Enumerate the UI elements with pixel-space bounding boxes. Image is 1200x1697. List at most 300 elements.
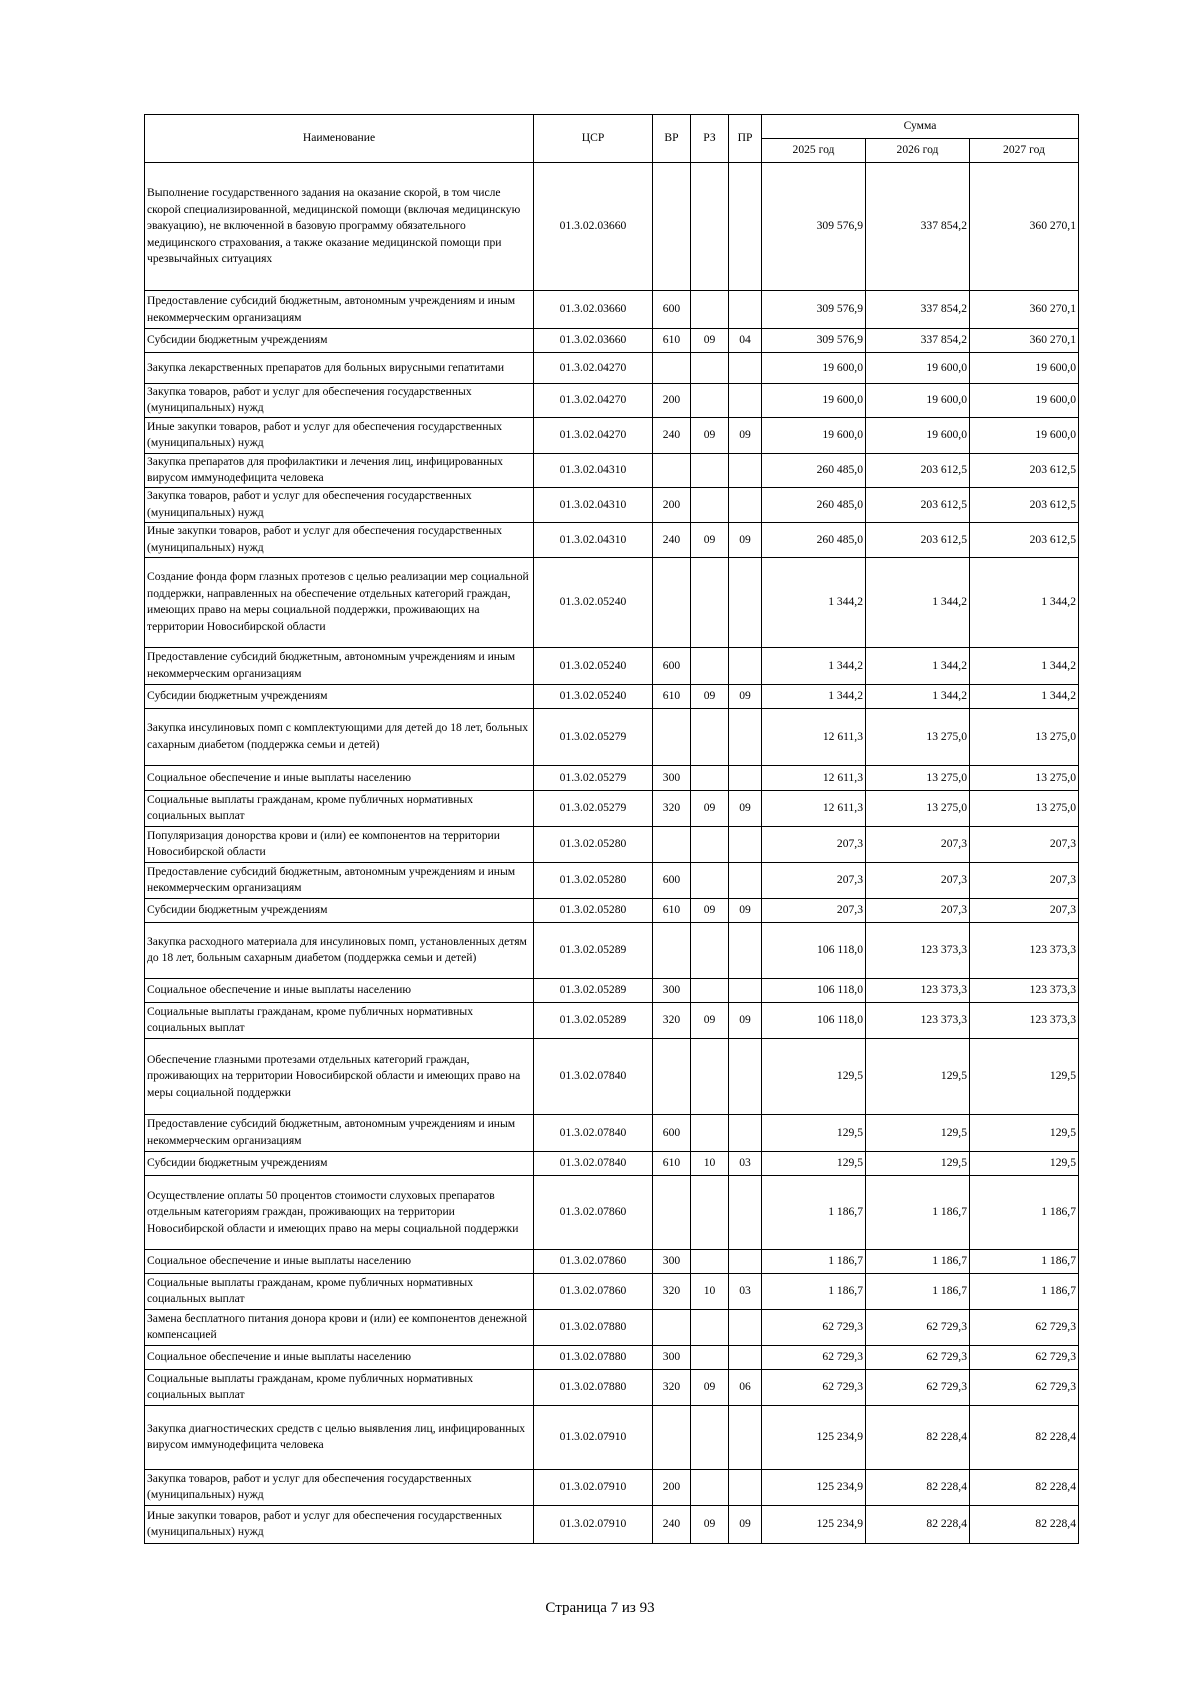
cell-sum-2027: 203 612,5 [970,453,1079,487]
cell-pr: 09 [729,417,762,453]
cell-sum-2026: 19 600,0 [866,417,970,453]
table-row [145,522,1079,557]
cell-sum-2026: 1 344,2 [866,684,970,708]
cell-sum-2027: 82 228,4 [970,1405,1079,1469]
cell-sum-2027: 207,3 [970,862,1079,898]
cell-rz: 09 [691,790,729,826]
cell-sum-2026: 13 275,0 [866,708,970,765]
page-number: Страница 7 из 93 [545,1600,655,1616]
cell-csr: 01.3.02.05240 [534,684,653,708]
table-row [145,1309,1079,1345]
cell-sum-2026: 129,5 [866,1151,970,1175]
cell-sum-2027: 129,5 [970,1114,1079,1151]
table-row [145,1505,1079,1543]
table-row [145,417,1079,453]
cell-rz [691,291,729,329]
cell-sum-2025: 309 576,9 [762,329,866,353]
cell-csr: 01.3.02.04270 [534,417,653,453]
cell-csr: 01.3.02.05289 [534,922,653,978]
cell-sum-2026: 62 729,3 [866,1309,970,1345]
table-row [145,1114,1079,1151]
cell-csr: 01.3.02.07910 [534,1469,653,1505]
cell-rz [691,1114,729,1151]
cell-sum-2027: 13 275,0 [970,708,1079,765]
cell-name: Иные закупки товаров, работ и услуг для обеспечения государственных (муниципальных) нужд [145,417,534,453]
cell-sum-2026: 129,5 [866,1114,970,1151]
cell-csr: 01.3.02.07860 [534,1249,653,1273]
table-row [145,790,1079,826]
cell-csr: 01.3.02.05280 [534,826,653,862]
cell-name: Предоставление субсидий бюджетным, автономным учреждениям и иным некоммерческим организациям [145,862,534,898]
cell-sum-2025: 19 600,0 [762,353,866,384]
table-body [145,163,1079,1544]
header-year-2027: 2027 год [970,139,1079,163]
header-vr: ВР [653,115,691,163]
cell-sum-2027: 19 600,0 [970,384,1079,418]
cell-sum-2027: 82 228,4 [970,1469,1079,1505]
cell-name: Социальное обеспечение и иные выплаты населению [145,978,534,1002]
header-year-2025: 2025 год [762,139,866,163]
cell-sum-2025: 62 729,3 [762,1309,866,1345]
cell-csr: 01.3.02.03660 [534,163,653,291]
cell-csr: 01.3.02.05240 [534,557,653,647]
header-name: Наименование [145,115,534,163]
cell-csr: 01.3.02.04310 [534,522,653,557]
cell-csr: 01.3.02.07880 [534,1309,653,1345]
cell-vr [653,557,691,647]
cell-pr [729,384,762,418]
cell-rz [691,826,729,862]
cell-sum-2026: 82 228,4 [866,1469,970,1505]
cell-vr: 200 [653,384,691,418]
cell-sum-2025: 106 118,0 [762,978,866,1002]
cell-sum-2025: 129,5 [762,1114,866,1151]
cell-sum-2025: 260 485,0 [762,453,866,487]
header-row-top [145,115,1079,139]
cell-vr: 610 [653,684,691,708]
cell-csr: 01.3.02.07840 [534,1114,653,1151]
table-row [145,708,1079,765]
cell-sum-2026: 1 344,2 [866,647,970,684]
cell-vr: 610 [653,329,691,353]
cell-sum-2025: 62 729,3 [762,1369,866,1405]
cell-sum-2025: 1 186,7 [762,1175,866,1249]
cell-vr [653,453,691,487]
cell-pr: 04 [729,329,762,353]
cell-pr [729,487,762,522]
cell-name: Субсидии бюджетным учреждениям [145,898,534,922]
cell-vr: 600 [653,291,691,329]
cell-sum-2027: 1 344,2 [970,647,1079,684]
cell-name: Социальные выплаты гражданам, кроме публичных нормативных социальных выплат [145,1369,534,1405]
cell-rz: 09 [691,1369,729,1405]
cell-sum-2027: 1 344,2 [970,557,1079,647]
header-year-2026: 2026 год [866,139,970,163]
cell-pr: 09 [729,522,762,557]
cell-vr: 320 [653,790,691,826]
budget-table [144,114,1079,1544]
cell-pr: 03 [729,1151,762,1175]
cell-sum-2027: 123 373,3 [970,978,1079,1002]
cell-sum-2025: 12 611,3 [762,790,866,826]
cell-rz [691,557,729,647]
cell-name: Иные закупки товаров, работ и услуг для обеспечения государственных (муниципальных) нужд [145,522,534,557]
cell-sum-2025: 207,3 [762,862,866,898]
cell-rz [691,1249,729,1273]
table-row [145,163,1079,291]
cell-sum-2026: 62 729,3 [866,1369,970,1405]
cell-pr [729,1038,762,1114]
cell-sum-2025: 125 234,9 [762,1505,866,1543]
cell-sum-2026: 19 600,0 [866,353,970,384]
cell-sum-2025: 12 611,3 [762,708,866,765]
cell-sum-2025: 260 485,0 [762,522,866,557]
cell-sum-2025: 309 576,9 [762,291,866,329]
cell-sum-2027: 360 270,1 [970,163,1079,291]
cell-sum-2025: 1 344,2 [762,684,866,708]
cell-rz: 09 [691,522,729,557]
cell-pr [729,1175,762,1249]
cell-pr [729,922,762,978]
cell-name: Закупка расходного материала для инсулиновых помп, установленных детям до 18 лет, больным сахарным диабетом (поддержка семьи и детей) [145,922,534,978]
cell-rz: 10 [691,1273,729,1309]
cell-csr: 01.3.02.05240 [534,647,653,684]
cell-sum-2026: 129,5 [866,1038,970,1114]
cell-sum-2025: 309 576,9 [762,163,866,291]
cell-sum-2025: 1 344,2 [762,647,866,684]
cell-pr: 09 [729,1002,762,1038]
cell-pr: 06 [729,1369,762,1405]
header-sum: Сумма [762,115,1079,139]
cell-name: Субсидии бюджетным учреждениям [145,684,534,708]
cell-vr [653,163,691,291]
cell-sum-2025: 207,3 [762,898,866,922]
cell-name: Субсидии бюджетным учреждениям [145,329,534,353]
cell-sum-2026: 1 186,7 [866,1175,970,1249]
cell-sum-2025: 125 234,9 [762,1405,866,1469]
cell-sum-2026: 1 186,7 [866,1249,970,1273]
cell-sum-2025: 1 186,7 [762,1273,866,1309]
table-row [145,1369,1079,1405]
cell-sum-2026: 1 186,7 [866,1273,970,1309]
cell-sum-2026: 337 854,2 [866,291,970,329]
cell-pr [729,453,762,487]
cell-pr [729,1469,762,1505]
table-row [145,1273,1079,1309]
cell-sum-2025: 260 485,0 [762,487,866,522]
cell-sum-2027: 62 729,3 [970,1369,1079,1405]
cell-sum-2027: 62 729,3 [970,1309,1079,1345]
cell-sum-2025: 106 118,0 [762,922,866,978]
cell-sum-2026: 19 600,0 [866,384,970,418]
cell-sum-2027: 19 600,0 [970,353,1079,384]
cell-sum-2027: 129,5 [970,1151,1079,1175]
cell-csr: 01.3.02.05289 [534,1002,653,1038]
cell-vr: 610 [653,1151,691,1175]
cell-vr: 200 [653,1469,691,1505]
cell-sum-2027: 1 186,7 [970,1175,1079,1249]
cell-vr [653,353,691,384]
cell-rz [691,353,729,384]
cell-name: Предоставление субсидий бюджетным, автономным учреждениям и иным некоммерческим организациям [145,291,534,329]
cell-pr: 09 [729,898,762,922]
cell-sum-2027: 13 275,0 [970,765,1079,790]
table-row [145,1469,1079,1505]
cell-name: Выполнение государственного задания на оказание скорой, в том числе скорой специализированной, медицинской помощи (включая медицинскую эвакуацию), не включенной в базовую программу обязательного медицинского страхования, а также оказание медицинской помощи при чрезвычайных ситуациях [145,163,534,291]
table-row [145,1151,1079,1175]
cell-sum-2025: 62 729,3 [762,1345,866,1369]
cell-sum-2026: 123 373,3 [866,978,970,1002]
cell-rz [691,765,729,790]
table-row [145,765,1079,790]
cell-csr: 01.3.02.07860 [534,1273,653,1309]
table-row [145,353,1079,384]
cell-vr: 240 [653,522,691,557]
cell-sum-2026: 207,3 [866,862,970,898]
cell-rz [691,922,729,978]
cell-rz [691,862,729,898]
cell-csr: 01.3.02.07880 [534,1369,653,1405]
cell-sum-2027: 82 228,4 [970,1505,1079,1543]
cell-pr [729,1405,762,1469]
cell-name: Закупка лекарственных препаратов для больных вирусными гепатитами [145,353,534,384]
cell-rz [691,1309,729,1345]
cell-vr [653,1038,691,1114]
cell-rz: 09 [691,684,729,708]
cell-vr: 300 [653,1345,691,1369]
cell-vr [653,1309,691,1345]
cell-sum-2026: 62 729,3 [866,1345,970,1369]
cell-pr [729,1345,762,1369]
cell-sum-2027: 13 275,0 [970,790,1079,826]
cell-rz [691,1469,729,1505]
cell-csr: 01.3.02.05289 [534,978,653,1002]
cell-sum-2027: 203 612,5 [970,522,1079,557]
cell-sum-2025: 19 600,0 [762,384,866,418]
cell-name: Закупка товаров, работ и услуг для обеспечения государственных (муниципальных) нужд [145,384,534,418]
cell-name: Закупка товаров, работ и услуг для обеспечения государственных (муниципальных) нужд [145,487,534,522]
cell-name: Социальное обеспечение и иные выплаты населению [145,1345,534,1369]
cell-name: Закупка товаров, работ и услуг для обеспечения государственных (муниципальных) нужд [145,1469,534,1505]
cell-pr: 09 [729,684,762,708]
cell-sum-2026: 203 612,5 [866,487,970,522]
cell-sum-2027: 1 186,7 [970,1249,1079,1273]
cell-name: Социальные выплаты гражданам, кроме публичных нормативных социальных выплат [145,1002,534,1038]
cell-name: Закупка препаратов для профилактики и лечения лиц, инфицированных вирусом иммунодефицита человека [145,453,534,487]
cell-vr: 600 [653,862,691,898]
table-row [145,647,1079,684]
cell-rz [691,647,729,684]
cell-pr: 09 [729,790,762,826]
cell-csr: 01.3.02.05279 [534,765,653,790]
cell-name: Предоставление субсидий бюджетным, автономным учреждениям и иным некоммерческим организациям [145,1114,534,1151]
cell-vr: 240 [653,1505,691,1543]
cell-name: Осуществление оплаты 50 процентов стоимости слуховых препаратов отдельным категориям граждан, проживающих на территории Новосибирской области и имеющих право на меры социальной поддержки [145,1175,534,1249]
cell-rz: 09 [691,898,729,922]
cell-sum-2025: 12 611,3 [762,765,866,790]
cell-csr: 01.3.02.05279 [534,790,653,826]
cell-sum-2026: 13 275,0 [866,765,970,790]
cell-name: Закупка инсулиновых помп с комплектующими для детей до 18 лет, больных сахарным диабетом (поддержка семьи и детей) [145,708,534,765]
document-page [144,114,1078,1544]
table-row [145,978,1079,1002]
cell-csr: 01.3.02.07880 [534,1345,653,1369]
cell-vr [653,826,691,862]
cell-vr: 320 [653,1369,691,1405]
cell-pr [729,353,762,384]
cell-pr [729,1309,762,1345]
cell-sum-2027: 207,3 [970,898,1079,922]
cell-rz [691,1175,729,1249]
cell-csr: 01.3.02.05280 [534,862,653,898]
cell-sum-2026: 337 854,2 [866,163,970,291]
cell-vr: 320 [653,1002,691,1038]
cell-rz: 09 [691,1002,729,1038]
cell-rz [691,384,729,418]
table-row [145,684,1079,708]
cell-pr [729,1249,762,1273]
cell-sum-2026: 13 275,0 [866,790,970,826]
cell-pr [729,557,762,647]
cell-vr: 200 [653,487,691,522]
cell-csr: 01.3.02.05280 [534,898,653,922]
cell-vr [653,1175,691,1249]
cell-sum-2027: 360 270,1 [970,291,1079,329]
cell-sum-2027: 123 373,3 [970,1002,1079,1038]
table-row [145,826,1079,862]
cell-pr [729,826,762,862]
cell-rz: 10 [691,1151,729,1175]
cell-csr: 01.3.02.04310 [534,453,653,487]
cell-sum-2025: 1 186,7 [762,1249,866,1273]
table-row [145,329,1079,353]
cell-csr: 01.3.02.07840 [534,1038,653,1114]
cell-csr: 01.3.02.07840 [534,1151,653,1175]
cell-vr: 240 [653,417,691,453]
cell-sum-2026: 337 854,2 [866,329,970,353]
table-row [145,453,1079,487]
cell-name: Замена бесплатного питания донора крови и (или) ее компонентов денежной компенсацией [145,1309,534,1345]
cell-csr: 01.3.02.07910 [534,1405,653,1469]
cell-vr: 300 [653,978,691,1002]
cell-name: Предоставление субсидий бюджетным, автономным учреждениям и иным некоммерческим организациям [145,647,534,684]
cell-csr: 01.3.02.04270 [534,353,653,384]
cell-pr: 09 [729,1505,762,1543]
cell-rz [691,1405,729,1469]
table-row [145,1345,1079,1369]
cell-rz [691,708,729,765]
cell-rz: 09 [691,1505,729,1543]
cell-rz [691,163,729,291]
header-rz: РЗ [691,115,729,163]
cell-sum-2025: 1 344,2 [762,557,866,647]
cell-vr [653,1405,691,1469]
cell-name: Социальные выплаты гражданам, кроме публичных нормативных социальных выплат [145,1273,534,1309]
cell-name: Закупка диагностических средств с целью выявления лиц, инфицированных вирусом иммунодефицита человека [145,1405,534,1469]
header-pr: ПР [729,115,762,163]
cell-sum-2027: 1 344,2 [970,684,1079,708]
cell-vr [653,708,691,765]
cell-csr: 01.3.02.07860 [534,1175,653,1249]
table-row [145,922,1079,978]
cell-csr: 01.3.02.04310 [534,487,653,522]
cell-sum-2026: 207,3 [866,898,970,922]
cell-csr: 01.3.02.07910 [534,1505,653,1543]
cell-pr [729,291,762,329]
cell-pr [729,708,762,765]
cell-name: Иные закупки товаров, работ и услуг для обеспечения государственных (муниципальных) нужд [145,1505,534,1543]
cell-sum-2027: 129,5 [970,1038,1079,1114]
cell-vr [653,922,691,978]
cell-sum-2025: 207,3 [762,826,866,862]
cell-pr [729,862,762,898]
cell-pr [729,163,762,291]
cell-vr: 300 [653,1249,691,1273]
cell-sum-2026: 203 612,5 [866,522,970,557]
cell-pr [729,765,762,790]
table-row [145,862,1079,898]
cell-sum-2027: 203 612,5 [970,487,1079,522]
cell-sum-2025: 106 118,0 [762,1002,866,1038]
cell-csr: 01.3.02.03660 [534,291,653,329]
header-csr: ЦСР [534,115,653,163]
cell-rz [691,487,729,522]
cell-sum-2026: 1 344,2 [866,557,970,647]
table-row [145,291,1079,329]
cell-name: Субсидии бюджетным учреждениям [145,1151,534,1175]
cell-rz [691,453,729,487]
table-row [145,1002,1079,1038]
cell-csr: 01.3.02.04270 [534,384,653,418]
cell-pr [729,978,762,1002]
cell-vr: 320 [653,1273,691,1309]
cell-vr: 600 [653,1114,691,1151]
cell-sum-2027: 62 729,3 [970,1345,1079,1369]
cell-name: Обеспечение глазными протезами отдельных категорий граждан, проживающих на территории Новосибирской области и имеющих право на меры социальной поддержки [145,1038,534,1114]
cell-rz [691,978,729,1002]
table-row [145,557,1079,647]
cell-sum-2027: 360 270,1 [970,329,1079,353]
cell-pr: 03 [729,1273,762,1309]
cell-vr: 610 [653,898,691,922]
table-row [145,1175,1079,1249]
table-row [145,487,1079,522]
cell-vr: 300 [653,765,691,790]
cell-name: Социальное обеспечение и иные выплаты населению [145,1249,534,1273]
table-row [145,1249,1079,1273]
cell-vr: 600 [653,647,691,684]
cell-name: Создание фонда форм глазных протезов с целью реализации мер социальной поддержки, направленных на обеспечение отдельных категорий граждан, имеющих право на меры социальной поддержки, проживающих на территории Новосибирской области [145,557,534,647]
cell-sum-2025: 19 600,0 [762,417,866,453]
cell-sum-2026: 82 228,4 [866,1505,970,1543]
table-row [145,1405,1079,1469]
cell-sum-2025: 125 234,9 [762,1469,866,1505]
cell-sum-2026: 203 612,5 [866,453,970,487]
cell-sum-2026: 207,3 [866,826,970,862]
cell-csr: 01.3.02.03660 [534,329,653,353]
cell-pr [729,647,762,684]
table-row [145,898,1079,922]
cell-sum-2026: 82 228,4 [866,1405,970,1469]
cell-sum-2025: 129,5 [762,1151,866,1175]
cell-pr [729,1114,762,1151]
cell-sum-2026: 123 373,3 [866,1002,970,1038]
table-row [145,384,1079,418]
table-row [145,1038,1079,1114]
cell-rz: 09 [691,417,729,453]
cell-csr: 01.3.02.05279 [534,708,653,765]
cell-rz [691,1345,729,1369]
